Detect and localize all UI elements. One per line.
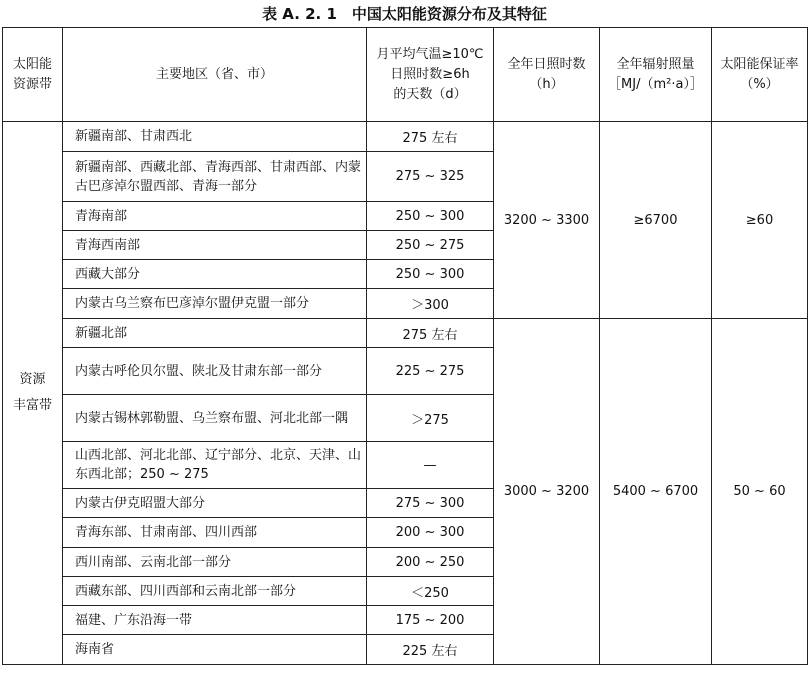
header-radiation: 全年辐射照量 ［MJ/（m²·a）］ xyxy=(600,28,712,122)
region-cell: 新疆南部、甘肃西北 xyxy=(63,122,367,152)
table-title: 表 A. 2. 1 中国太阳能资源分布及其特征 xyxy=(262,5,547,23)
days-cell: ＞275 xyxy=(367,395,494,442)
days-cell: 225 左右 xyxy=(367,635,494,665)
region-cell: 海南省 xyxy=(63,635,367,665)
guarantee-cell: 50 ~ 60 xyxy=(712,319,808,665)
region-cell: 内蒙古锡林郭勒盟、乌兰察布盟、河北北部一隅 xyxy=(63,395,367,442)
solar-resource-table xyxy=(2,27,808,665)
days-cell: ＞300 xyxy=(367,289,494,319)
days-cell: 200 ~ 250 xyxy=(367,548,494,577)
guarantee-cell: ≥60 xyxy=(712,122,808,319)
region-cell: 内蒙古伊克昭盟大部分 xyxy=(63,489,367,518)
header-row xyxy=(3,28,808,122)
region-cell: 内蒙古乌兰察布巴彦淖尔盟伊克盟一部分 xyxy=(63,289,367,319)
days-cell: 275 ~ 325 xyxy=(367,152,494,202)
hours-cell: 3200 ~ 3300 xyxy=(494,122,600,319)
days-cell: 250 ~ 300 xyxy=(367,260,494,289)
header-region: 主要地区（省、市） xyxy=(63,28,367,122)
hours-cell: 3000 ~ 3200 xyxy=(494,319,600,665)
region-cell: 西川南部、云南北部一部分 xyxy=(63,548,367,577)
region-cell: 福建、广东沿海一带 xyxy=(63,606,367,635)
region-cell: 青海南部 xyxy=(63,202,367,231)
days-cell: ＜250 xyxy=(367,577,494,606)
region-cell: 新疆南部、西藏北部、青海西部、甘肃西部、内蒙古巴彦淖尔盟西部、青海一部分 xyxy=(63,152,367,202)
days-cell: 275 左右 xyxy=(367,319,494,348)
days-cell: 250 ~ 275 xyxy=(367,231,494,260)
table-row xyxy=(3,122,808,152)
header-guarantee: 太阳能保证率 （%） xyxy=(712,28,808,122)
days-cell: 275 左右 xyxy=(367,122,494,152)
table-row xyxy=(3,319,808,348)
days-cell: 250 ~ 300 xyxy=(367,202,494,231)
region-cell: 西藏大部分 xyxy=(63,260,367,289)
region-cell: 山西北部、河北北部、辽宁部分、北京、天津、山东西北部；250 ~ 275 xyxy=(63,442,367,489)
radiation-cell: ≥6700 xyxy=(600,122,712,319)
zone-cell: 资源 丰富带 xyxy=(3,122,63,665)
region-cell: 新疆北部 xyxy=(63,319,367,348)
radiation-cell: 5400 ~ 6700 xyxy=(600,319,712,665)
header-hours: 全年日照时数 （h） xyxy=(494,28,600,122)
days-cell: 175 ~ 200 xyxy=(367,606,494,635)
header-zone: 太阳能 资源带 xyxy=(3,28,63,122)
days-cell: 275 ~ 300 xyxy=(367,489,494,518)
days-cell: 225 ~ 275 xyxy=(367,348,494,395)
days-cell: — xyxy=(367,442,494,489)
region-cell: 青海东部、甘肃南部、四川西部 xyxy=(63,518,367,548)
region-cell: 西藏东部、四川西部和云南北部一部分 xyxy=(63,577,367,606)
region-cell: 青海西南部 xyxy=(63,231,367,260)
header-days: 月平均气温≥10℃ 日照时数≥6h 的天数（d） xyxy=(367,28,494,122)
days-cell: 200 ~ 300 xyxy=(367,518,494,548)
region-cell: 内蒙古呼伦贝尔盟、陕北及甘肃东部一部分 xyxy=(63,348,367,395)
